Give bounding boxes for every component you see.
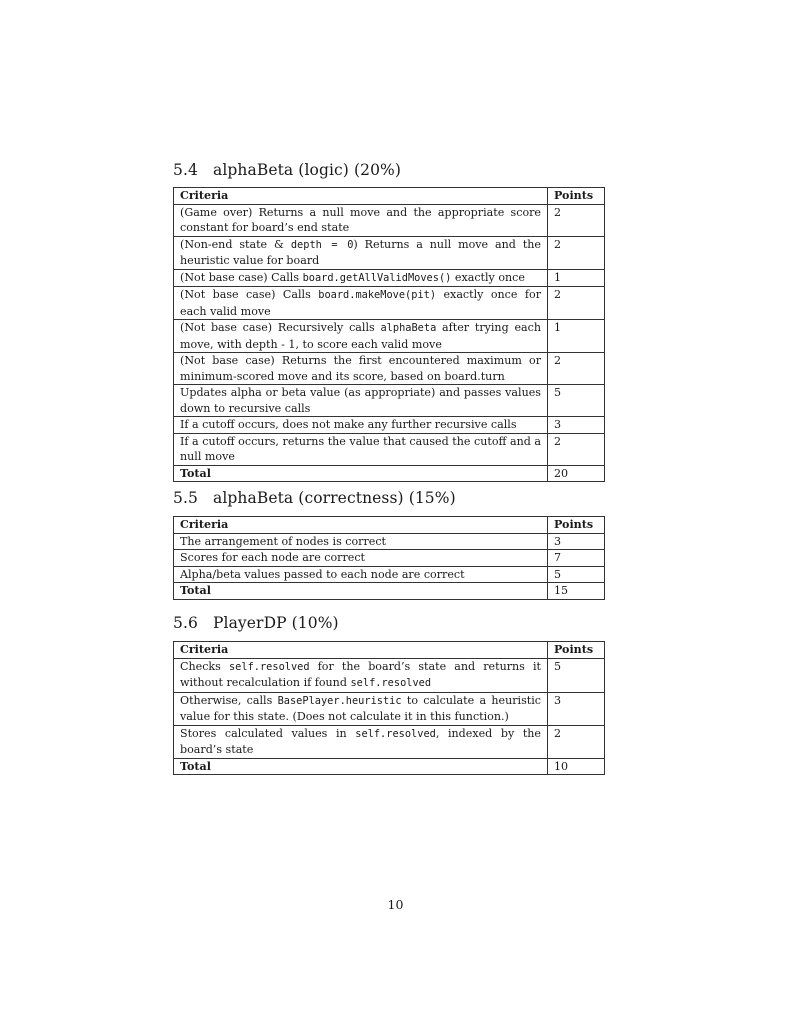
table-row xyxy=(174,658,605,692)
criteria-cell xyxy=(174,236,548,269)
table-row xyxy=(174,236,605,269)
criteria-cell xyxy=(174,287,548,320)
table-row xyxy=(174,269,605,287)
criteria-header: Criteria xyxy=(174,517,548,534)
criteria-text: , indexed by the board’s state xyxy=(180,726,541,756)
criteria-text: exactly once for each valid move xyxy=(180,288,541,318)
criteria-cell xyxy=(174,658,548,692)
criteria-cell xyxy=(174,417,548,434)
criteria-text: to calculate a heuristic value for this state. (Does not calculate it in this function.) xyxy=(180,693,541,723)
total-row xyxy=(174,758,605,775)
points-cell: 1 xyxy=(548,269,605,287)
page-number: 10 xyxy=(387,897,404,912)
criteria-text: Otherwise, calls xyxy=(180,693,278,707)
table-row xyxy=(174,320,605,353)
points-header: Points xyxy=(548,517,605,534)
points-cell: 2 xyxy=(548,287,605,320)
criteria-text: The arrangement of nodes is correct xyxy=(180,534,387,548)
rubric-table xyxy=(173,187,605,482)
total-label: Total xyxy=(174,583,548,600)
criteria-cell xyxy=(174,433,548,465)
points-cell: 3 xyxy=(548,692,605,725)
points-cell: 2 xyxy=(548,204,605,236)
section-title: alphaBeta (logic) (20%) xyxy=(213,161,402,179)
points-cell: 5 xyxy=(548,566,605,583)
points-cell: 2 xyxy=(548,433,605,465)
criteria-text: (Not base case) Calls xyxy=(180,288,319,301)
criteria-text: If a cutoff occurs, returns the value that caused the cutoff and a null move xyxy=(180,434,541,463)
points-cell: 5 xyxy=(548,385,605,417)
criteria-header: Criteria xyxy=(174,642,548,659)
criteria-text: Alpha/beta values passed to each node are correct xyxy=(180,567,465,581)
points-cell: 2 xyxy=(548,725,605,758)
criteria-text: Scores for each node are correct xyxy=(180,551,366,564)
criteria-text: ) Returns a null move and the heuristic value for board xyxy=(180,237,541,267)
criteria-text: exactly once xyxy=(451,270,525,284)
section-number: 5.5 xyxy=(173,489,198,507)
criteria-cell xyxy=(174,353,548,385)
total-row xyxy=(174,583,605,600)
code-text: BasePlayer.heuristic xyxy=(277,694,402,707)
section-5-5 xyxy=(173,487,604,600)
points-cell: 2 xyxy=(548,236,605,269)
table-header-row xyxy=(174,517,605,534)
table-row xyxy=(174,533,605,550)
table-row xyxy=(174,287,605,320)
code-text: board.makeMove(pit) xyxy=(318,289,437,301)
criteria-cell xyxy=(174,320,548,353)
total-points: 20 xyxy=(548,465,605,482)
criteria-cell xyxy=(174,385,548,417)
code-text: board.getAllValidMoves() xyxy=(302,271,452,284)
total-label: Total xyxy=(174,465,548,482)
points-header: Points xyxy=(548,188,605,205)
points-cell: 1 xyxy=(548,320,605,353)
table-row xyxy=(174,550,605,567)
code-text: alphaBeta xyxy=(380,322,437,334)
criteria-text: Updates alpha or beta value (as appropriate) and passes values down to recursive calls xyxy=(180,386,541,415)
section-title: PlayerDP (10%) xyxy=(213,614,339,632)
table-header-row xyxy=(174,188,605,205)
criteria-cell xyxy=(174,204,548,236)
criteria-text: Stores calculated values in xyxy=(180,726,356,740)
criteria-header: Criteria xyxy=(174,188,548,205)
section-title: alphaBeta (correctness) (15%) xyxy=(213,489,456,507)
section-heading xyxy=(173,487,604,509)
criteria-text: for the board’s state and returns it without recalculation if found xyxy=(180,659,542,689)
points-header: Points xyxy=(548,642,605,659)
section-5-4 xyxy=(173,159,604,482)
code-text: self.resolved xyxy=(355,727,436,740)
criteria-text: (Game over) Returns a null move and the appropriate score constant for board’s end state xyxy=(180,205,541,234)
total-points: 10 xyxy=(548,758,605,775)
points-cell: 3 xyxy=(548,417,605,434)
code-text: self.resolved xyxy=(350,677,432,689)
points-cell: 2 xyxy=(548,353,605,385)
criteria-cell xyxy=(174,566,548,583)
criteria-text: (Not base case) Returns the first encountered maximum or minimum-scored move and its score, based on board.turn xyxy=(180,354,541,383)
code-text: self.resolved xyxy=(228,660,310,673)
criteria-cell xyxy=(174,692,548,725)
table-row xyxy=(174,692,605,725)
points-cell: 5 xyxy=(548,658,605,692)
table-row xyxy=(174,353,605,385)
section-number: 5.6 xyxy=(173,614,198,632)
rubric-table xyxy=(173,641,605,775)
section-5-6 xyxy=(173,612,604,775)
table-row xyxy=(174,417,605,434)
table-row xyxy=(174,385,605,417)
criteria-cell xyxy=(174,269,548,287)
section-heading xyxy=(173,159,604,181)
table-row xyxy=(174,566,605,583)
section-heading xyxy=(173,612,604,634)
total-label: Total xyxy=(174,758,548,775)
criteria-text: (Not base case) Calls xyxy=(180,270,303,284)
table-row xyxy=(174,204,605,236)
criteria-text: after trying each move, with depth - 1, to score each valid move xyxy=(180,321,541,351)
points-cell: 7 xyxy=(548,550,605,567)
criteria-text: Checks xyxy=(180,659,229,673)
code-text: depth = 0 xyxy=(290,238,354,251)
table-row xyxy=(174,725,605,758)
section-number: 5.4 xyxy=(173,161,198,179)
table-row xyxy=(174,433,605,465)
criteria-text: If a cutoff occurs, does not make any further recursive calls xyxy=(180,418,517,431)
rubric-table xyxy=(173,516,605,600)
table-header-row xyxy=(174,642,605,659)
total-points: 15 xyxy=(548,583,605,600)
total-row xyxy=(174,465,605,482)
criteria-text: (Non-end state & xyxy=(180,237,291,251)
criteria-cell xyxy=(174,550,548,567)
criteria-text: (Not base case) Recursively calls xyxy=(180,321,381,334)
points-cell: 3 xyxy=(548,533,605,550)
criteria-cell xyxy=(174,725,548,758)
criteria-cell xyxy=(174,533,548,550)
